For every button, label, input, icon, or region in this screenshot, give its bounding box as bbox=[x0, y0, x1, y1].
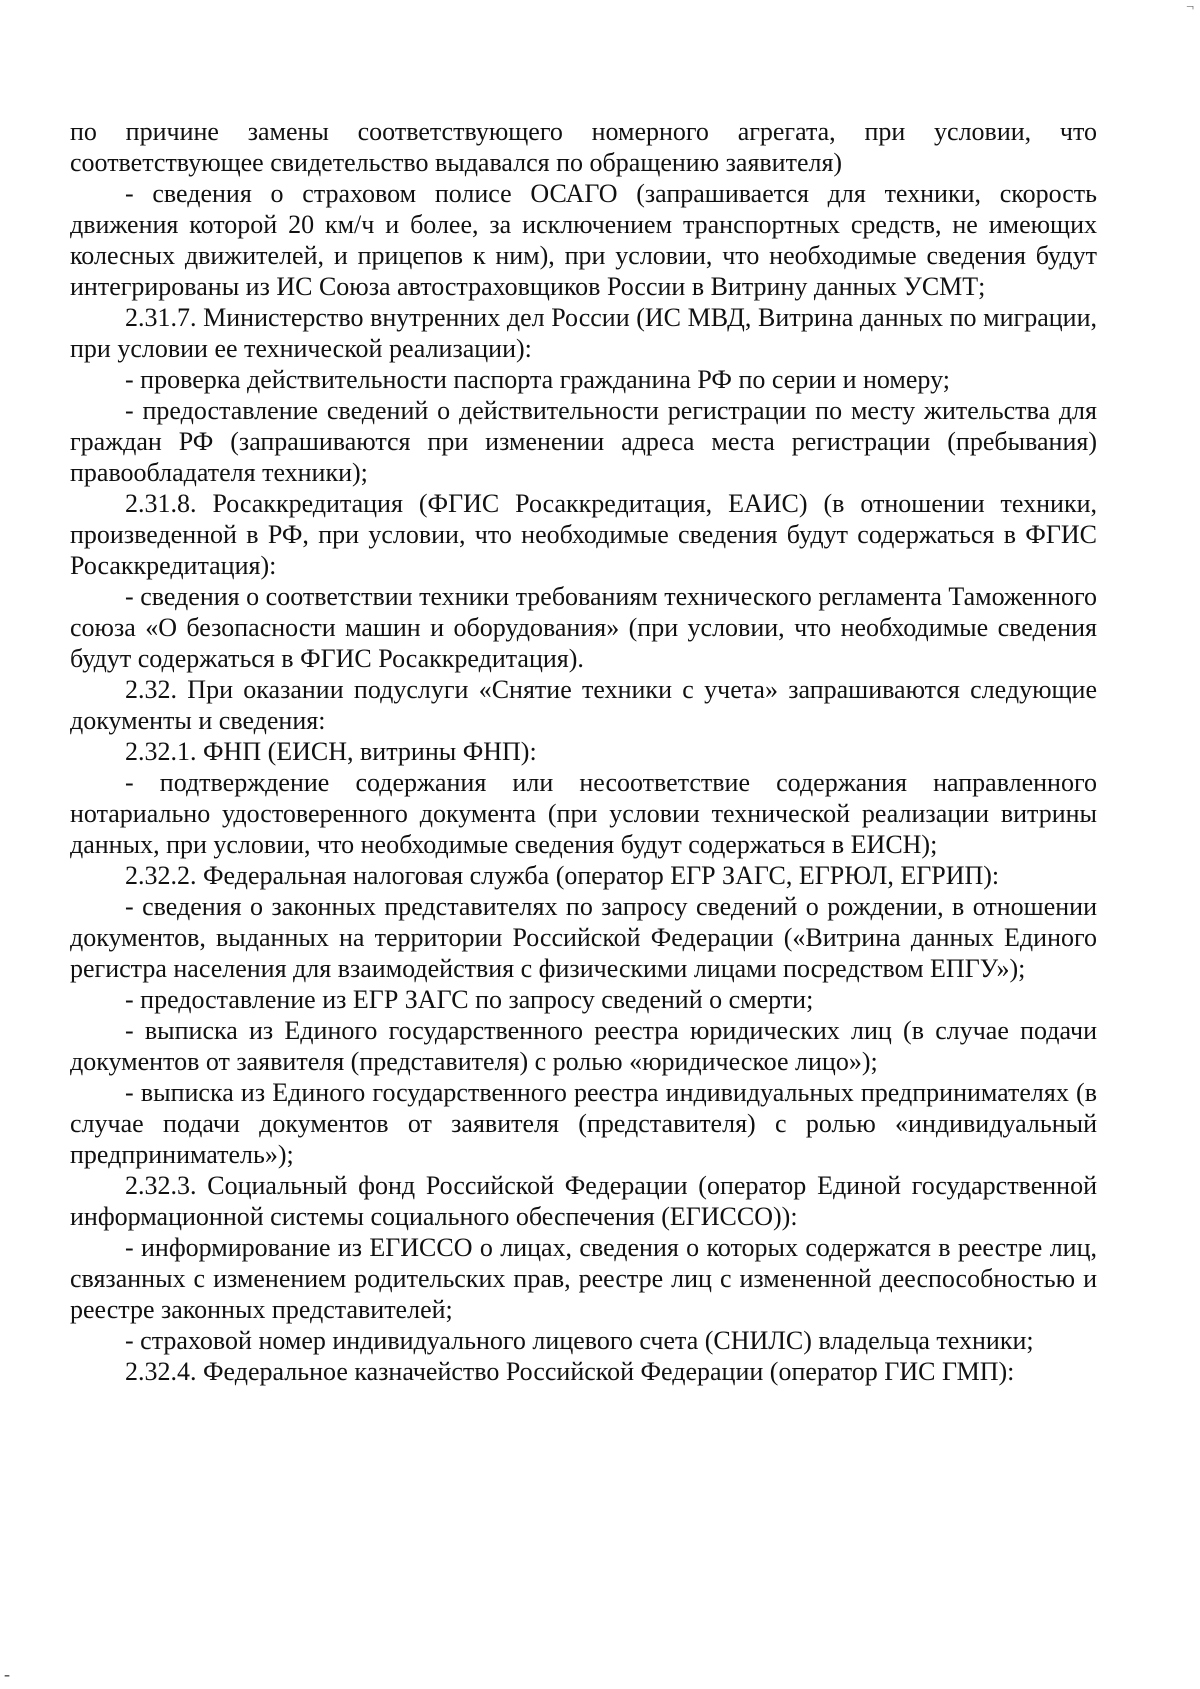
paragraph-legal-representatives: - сведения о законных представителях по запросу сведений о рождении, в отношении документов, выданных на территории Российской Федерации («Витрина данных Единого регистра населения для взаимодействия с физическими лицами посредством ЕПГУ»); bbox=[70, 892, 1097, 983]
paragraph-continuation: по причине замены соответствующего номерного агрегата, при условии, что соответствующее свидетельство выдавался по обращению заявителя) bbox=[70, 117, 1097, 177]
paragraph-2-32: 2.32. При оказании подуслуги «Снятие техники с учета» запрашиваются следующие документы и сведения: bbox=[70, 675, 1097, 735]
paragraph-registration: - предоставление сведений о действительности регистрации по месту жительства для граждан РФ (запрашиваются при изменении адреса места регистрации (пребывания) правообладателя техники); bbox=[70, 396, 1097, 487]
paragraph-2-32-2: 2.32.2. Федеральная налоговая служба (оператор ЕГР ЗАГС, ЕГРЮЛ, ЕГРИП): bbox=[125, 861, 1000, 890]
scan-margin-mark: - bbox=[4, 1664, 10, 1684]
paragraph-tech-regulation: - сведения о соответствии техники требованиям технического регламента Таможенного союза «О безопасности машин и оборудования» (при условии, что необходимые сведения будут содержаться в ФГИС Росаккредитация). bbox=[70, 582, 1097, 673]
paragraph-passport-check: - проверка действительности паспорта гражданина РФ по серии и номеру; bbox=[125, 365, 950, 394]
paragraph-snils: - страховой номер индивидуального лицевого счета (СНИЛС) владельца техники; bbox=[125, 1326, 1034, 1355]
paragraph-egisso: - информирование из ЕГИССО о лицах, сведения о которых содержатся в реестре лиц, связанных с изменением родительских прав, реестре лиц с измененной дееспособностью и реестре законных представителей; bbox=[70, 1233, 1097, 1324]
paragraph-2-31-8: 2.31.8. Росаккредитация (ФГИС Росаккредитация, ЕАИС) (в отношении техники, произведенной в РФ, при условии, что необходимые сведения будут содержаться в ФГИС Росаккредитация): bbox=[70, 489, 1097, 580]
paragraph-notary: - подтверждение содержания или несоответствие содержания направленного нотариально удостоверенного документа (при условии технической реализации витрины данных, при условии, что необходимые сведения будут содержаться в ЕИСН); bbox=[70, 768, 1097, 859]
paragraph-egrip: - выписка из Единого государственного реестра индивидуальных предпринимателях (в случае подачи документов от заявителя (представителя) с ролью «индивидуальный предприниматель»); bbox=[70, 1078, 1097, 1169]
document-body bbox=[70, 116, 1097, 1387]
paragraph-2-31-7: 2.31.7. Министерство внутренних дел России (ИС МВД, Витрина данных по миграции, при условии ее технической реализации): bbox=[70, 303, 1097, 363]
paragraph-osago: - сведения о страховом полисе ОСАГО (запрашивается для техники, скорость движения которой 20 км/ч и более, за исключением транспортных средств, не имеющих колесных движителей, и прицепов к ним), при условии, что необходимые сведения будут интегрированы из ИС Союза автостраховщиков России в Витрину данных УСМТ; bbox=[70, 179, 1097, 301]
paragraph-2-32-1: 2.32.1. ФНП (ЕИСН, витрины ФНП): bbox=[125, 737, 537, 766]
paragraph-egrul: - выписка из Единого государственного реестра юридических лиц (в случае подачи документов от заявителя (представителя) с ролью «юридическое лицо»); bbox=[70, 1016, 1097, 1076]
paragraph-2-32-3: 2.32.3. Социальный фонд Российской Федерации (оператор Единой государственной информационной системы социального обеспечения (ЕГИССО)): bbox=[70, 1171, 1097, 1231]
paragraph-death-record: - предоставление из ЕГР ЗАГС по запросу сведений о смерти; bbox=[125, 985, 814, 1014]
paragraph-2-32-4: 2.32.4. Федеральное казначейство Российской Федерации (оператор ГИС ГМП): bbox=[125, 1357, 1015, 1386]
scan-corner-mark: ¬ bbox=[1186, 0, 1194, 15]
